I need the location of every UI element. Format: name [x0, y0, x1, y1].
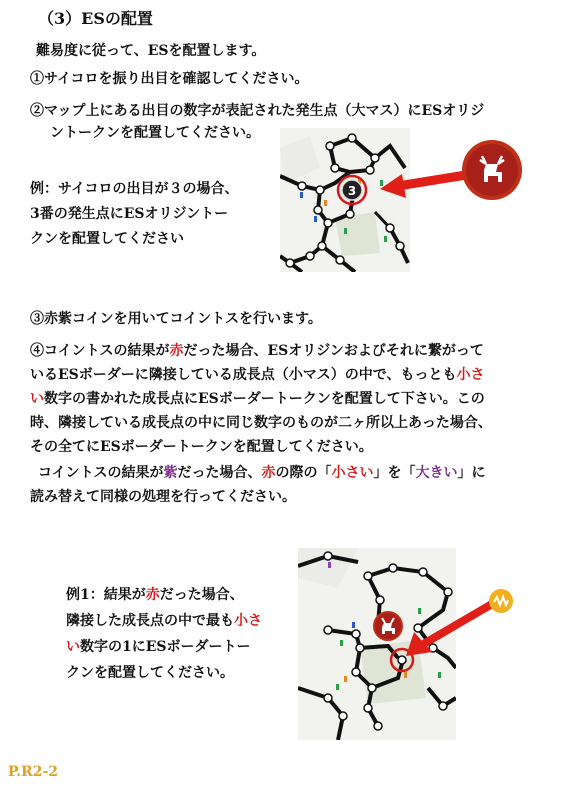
example1-line1 [66, 584, 244, 606]
deer-token-icon [460, 138, 524, 202]
small-word: 小さ [456, 367, 485, 383]
example1-text: 例1：結果が [66, 587, 146, 603]
map-dice-number-label: 3 [347, 184, 357, 198]
example1-line4: クンを配置してください。 [66, 665, 234, 681]
step4-line3 [30, 388, 485, 410]
step4-text: 」に [457, 465, 486, 481]
step4-text: ④コイントスの結果が [30, 343, 170, 359]
intro-text: 難易度に従って、ESを配置します。 [36, 43, 266, 59]
example1-text: だった場合、 [159, 587, 244, 603]
step4-text: の際の「 [275, 465, 332, 481]
red-word: 赤 [261, 465, 276, 481]
example-dice-line3: クンを配置してください [30, 231, 184, 247]
arrow-icon [400, 600, 496, 660]
small-word: 小さい [331, 465, 374, 481]
page-heading: （3）ESの配置 [38, 9, 153, 28]
example1-line2 [66, 610, 262, 632]
step4-line1 [30, 340, 484, 362]
example-dice-line2: 3番の発生点にESオリジントー [30, 206, 229, 222]
step3-text: ③赤紫コインを用いてコイントスを行います。 [30, 311, 322, 327]
step4-text: 数字の書かれた成長点にESボーダートークンを配置して下さい。この [44, 391, 485, 407]
small-word: 小さ [234, 613, 262, 629]
example-dice-line1: 例：サイコロの出目が３の場合、 [30, 181, 239, 197]
map-network-top [280, 128, 410, 272]
red-word: 赤 [145, 587, 160, 603]
map-image-top [280, 128, 410, 272]
step4-line2 [30, 364, 485, 386]
coin-icon [488, 588, 514, 614]
deer-token-icon [374, 612, 402, 640]
example1-line3 [66, 636, 251, 658]
step2-line1: ②マップ上にある出目の数字が表記された発生点（大マス）にESオリジ [30, 103, 485, 119]
step2-line2: ントークンを配置してください。 [50, 125, 260, 141]
step4-text: コイントスの結果が [38, 465, 164, 481]
step4-text: いるESボーダーに隣接している成長点（小マス）の中で、もっとも [30, 367, 457, 383]
step4-text: だった場合、ESオリジンおよびそれに繋がって [183, 343, 484, 359]
example1-text: 数字の1にESボーダートー [80, 639, 251, 655]
step4-text: 」を「 [373, 465, 416, 481]
step4-line5: その全てにESボーダートークンを配置してください。 [30, 439, 373, 455]
step4-line4: 時、隣接している成長点の中に同じ数字のものが二ヶ所以上あった場合、 [30, 415, 492, 431]
red-word: 赤 [169, 343, 184, 359]
step4-text: だった場合、 [177, 465, 262, 481]
step4-line7: 読み替えて同様の処理を行ってください。 [30, 489, 296, 505]
large-word: 大きい [415, 465, 458, 481]
page-number: P.R2-2 [8, 764, 59, 780]
example1-text: 隣接した成長点の中で最も [66, 613, 234, 629]
step1-text: ①サイコロを振り出目を確認してください。 [30, 71, 309, 87]
purple-word: 紫 [163, 465, 178, 481]
small-word-end: い [66, 639, 80, 655]
step4-line6 [38, 462, 485, 484]
small-word-end: い [30, 391, 44, 407]
